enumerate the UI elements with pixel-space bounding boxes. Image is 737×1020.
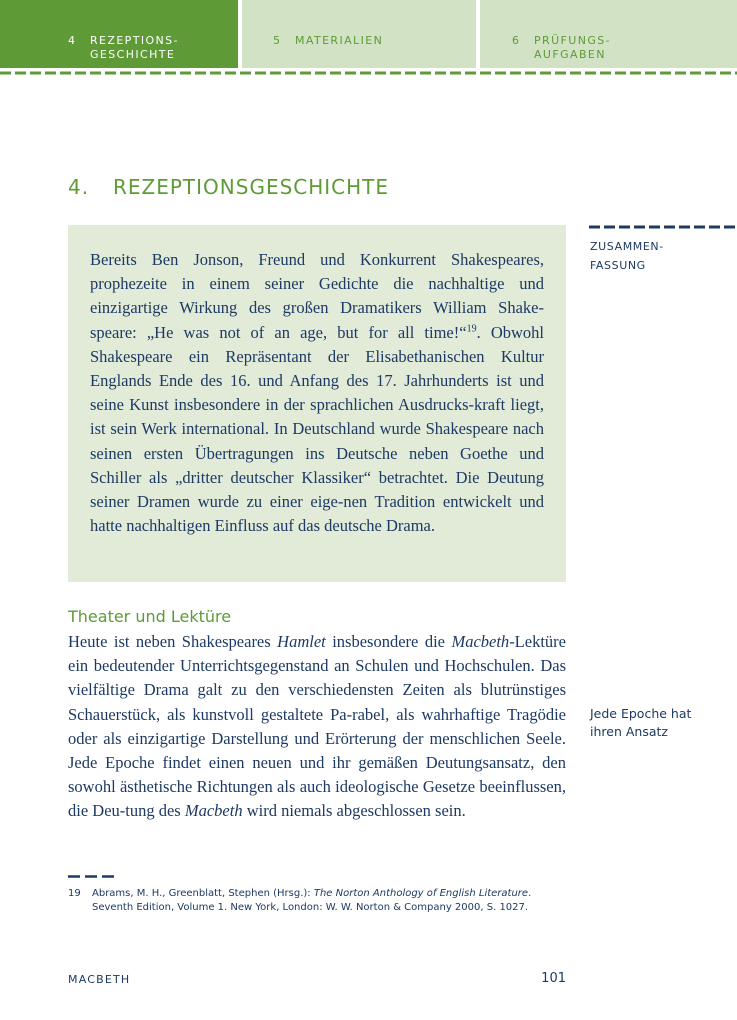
tab-pruefungsaufgaben[interactable]	[480, 0, 737, 68]
summary-side-label: ZUSAMMEN- FASSUNG	[590, 240, 664, 272]
tab-label: PRÜFUNGS- AUFGABEN	[534, 34, 612, 61]
summary-text: Bereits Ben Jonson, Freund und Konkurrent Shakespeares, prophezeite in einem seiner Gedichte die nachhaltige und einzigartige Wirkung des großen Dramatikers William Shake-speare: „He was not of an age, but for all time!“$^{19}$. Obwohl Shakespeare ein Repräsentant der Elisabethanischen Kultur Englands Ende des 16. und Anfang des 17. Jahrhunderts ist und seine Kunst insbesondere in der sprachlichen Ausdrucks-kraft liegt, ist sein Werk international. In Deutschland wurde Shakespeare nach seinen ersten Übertragungen ins Deutsche neben Goethe und Schiller als „dritter deutscher Klassiker“ betrachtet. Die Deutung seiner Dramen wurde zu einer eige-nen Tradition entwickelt und hatte nachhaltigen Einfluss auf das deutsche Drama.	[90, 250, 544, 536]
header-dashed-divider	[0, 71, 737, 75]
footnote	[68, 887, 566, 915]
tab-number: 5	[273, 34, 282, 47]
tab-label: REZEPTIONS- GESCHICHTE	[90, 34, 179, 61]
chapter-heading: REZEPTIONSGESCHICHTE	[113, 175, 390, 199]
section-body-text: Heute ist neben Shakespeares Hamlet insbesondere die Macbeth-Lektüre ein bedeutender Unterrichtsgegenstand an Schulen und Hochschulen. Das vielfältige Drama galt zu den verschiedensten Zeiten als blutrünstiges Schauerstück, als kunstvoll gestaltete Pa-rabel, als wahrhaftige Tragödie oder als einzigartige Darstellung und Erörterung der menschlichen Seele. Jede Epoche findet einen neuen und ihr gemäßen Deutungsansatz, den sowohl ästhetische Richtungen als auch ideologische Gesetze beeinflussen, die Deu-tung des Macbeth wird niemals abgeschlossen sein.	[68, 632, 566, 821]
tab-label: MATERIALIEN	[295, 34, 384, 47]
tab-number: 4	[68, 34, 77, 47]
page-number: 101	[541, 971, 566, 986]
footer-book-title: MACBETH	[68, 973, 131, 986]
tab-number: 6	[512, 34, 521, 47]
summary-box	[68, 225, 566, 582]
tab-rezeptionsgeschichte[interactable]	[0, 0, 238, 68]
section-heading: Theater und Lektüre	[68, 607, 232, 626]
side-dashed-divider	[589, 225, 737, 229]
chapter-title	[68, 175, 389, 199]
chapter-number: 4.	[68, 175, 90, 199]
footnote-reference[interactable]: 19	[466, 323, 477, 335]
chapter-tab-bar	[0, 0, 737, 70]
margin-note: Jede Epoche hat ihren Ansatz	[590, 706, 692, 739]
footnote-divider	[68, 875, 118, 878]
tab-materialien[interactable]	[242, 0, 476, 68]
footnote-text: Abrams, M. H., Greenblatt, Stephen (Hrsg.): The Norton Anthology of English Literature. Seventh Edition, Volume 1. New York, London: W. W. Norton & Company 2000, S. 1027.	[92, 888, 532, 913]
footnote-number: 19	[68, 888, 81, 899]
